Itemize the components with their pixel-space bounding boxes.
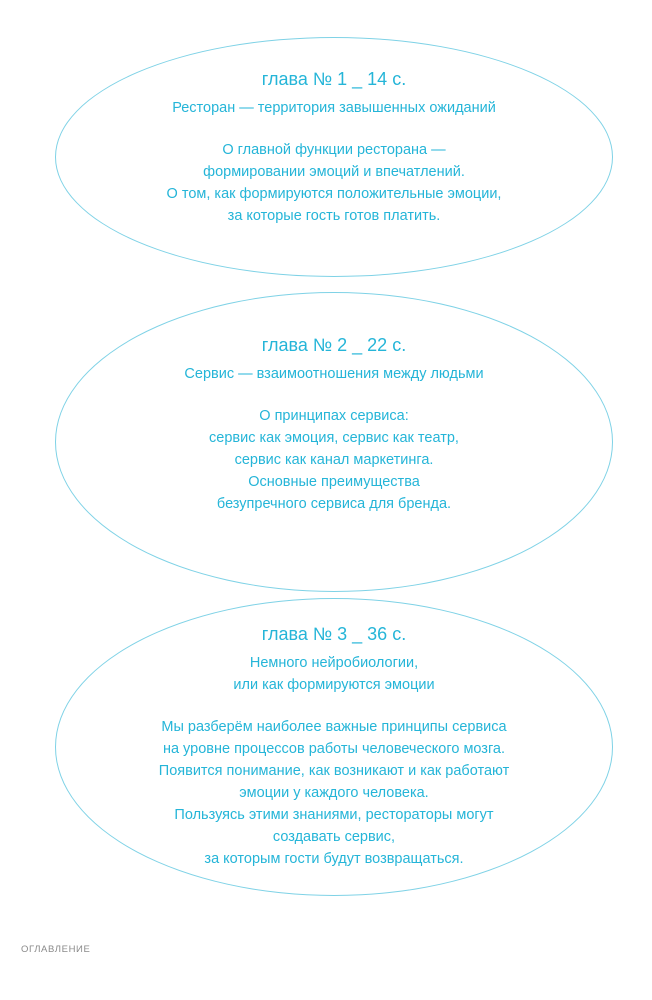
chapter-3-subtitle-line: Немного нейробиологии, bbox=[249, 655, 419, 671]
chapter-3-desc-line: эмоции у каждого человека. bbox=[239, 785, 429, 801]
chapter-2-desc-line: сервис как канал маркетинга. bbox=[234, 452, 434, 468]
chapter-3-desc-line: Появится понимание, как возникают и как работают bbox=[158, 763, 510, 779]
chapter-1-desc-line: формировании эмоций и впечатлений. bbox=[203, 164, 465, 180]
chapter-2-desc-line: безупречного сервиса для бренда. bbox=[216, 496, 452, 512]
chapter-2-subtitle-line: Сервис — взаимоотношения между людьми bbox=[184, 366, 484, 382]
chapter-2-desc-line: Основные преимущества bbox=[248, 474, 420, 490]
chapter-1-subtitle bbox=[55, 97, 613, 119]
chapter-1[interactable] bbox=[55, 67, 613, 227]
footer-section-label: ОГЛАВЛЕНИЕ bbox=[21, 944, 91, 955]
chapter-2-desc-line: О принципах сервиса: bbox=[259, 408, 409, 424]
chapter-3-description bbox=[55, 716, 613, 870]
chapter-1-description bbox=[55, 139, 613, 227]
chapter-1-desc-line: О том, как формируются положительные эмоции, bbox=[166, 186, 502, 202]
chapter-2-desc-line: сервис как эмоция, сервис как театр, bbox=[209, 430, 459, 446]
chapter-1-title: глава № 1 _ 14 с. bbox=[261, 69, 407, 89]
chapter-2-subtitle bbox=[55, 363, 613, 385]
chapter-3-desc-line: Пользуясь этими знаниями, рестораторы могут bbox=[174, 807, 494, 823]
chapter-1-desc-line: О главной функции ресторана — bbox=[222, 142, 446, 158]
chapter-3-subtitle-line: или как формируются эмоции bbox=[233, 677, 435, 693]
chapter-3[interactable] bbox=[55, 622, 613, 870]
chapter-2-description bbox=[55, 405, 613, 515]
chapter-3-desc-line: создавать сервис, bbox=[272, 829, 396, 845]
chapter-2[interactable] bbox=[55, 333, 613, 515]
chapter-3-desc-line: на уровне процессов работы человеческого мозга. bbox=[162, 741, 506, 757]
chapter-2-title: глава № 2 _ 22 с. bbox=[261, 335, 407, 355]
chapter-3-desc-line: за которым гости будут возвращаться. bbox=[204, 851, 464, 867]
chapter-3-desc-line: Мы разберём наиболее важные принципы сервиса bbox=[161, 719, 507, 735]
chapter-3-title: глава № 3 _ 36 с. bbox=[261, 624, 407, 644]
chapter-3-subtitle bbox=[55, 652, 613, 696]
chapter-1-desc-line: за которые гость готов платить. bbox=[227, 208, 441, 224]
chapter-1-subtitle-line: Ресторан — территория завышенных ожиданий bbox=[172, 100, 496, 116]
